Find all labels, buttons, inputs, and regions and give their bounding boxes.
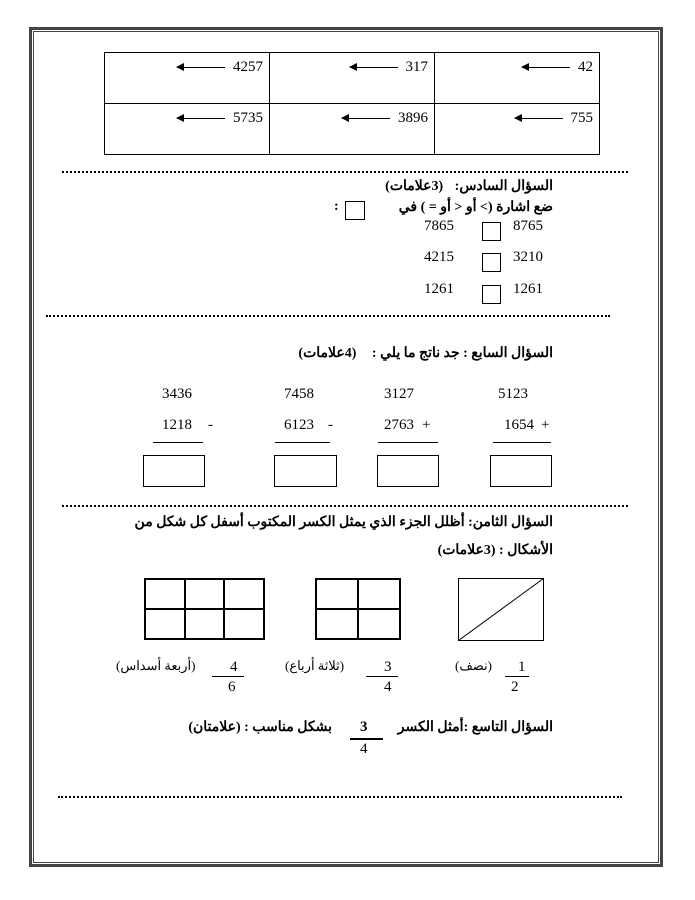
- arrow-left-icon: [342, 118, 390, 119]
- compare-right: 8765: [513, 218, 543, 234]
- fraction-denominator: 2: [511, 679, 519, 695]
- table-cell-value: 3896: [398, 110, 428, 126]
- problem-line: [153, 442, 203, 443]
- problem-top: 7458: [284, 386, 314, 402]
- fraction-bar: [505, 676, 529, 677]
- table-cell-value: 317: [405, 59, 428, 75]
- q6-title: السؤال السادس:: [454, 179, 553, 194]
- q8-subtitle: الأشكال : (3علامات): [437, 543, 553, 558]
- number-table: [104, 52, 600, 155]
- table-cell: [270, 104, 435, 155]
- q9-title: السؤال التاسع :أمثل الكسر: [397, 720, 553, 735]
- compare-box[interactable]: [482, 285, 501, 304]
- shape-part[interactable]: [316, 609, 358, 639]
- fraction-label: (أربعة أسداس): [116, 658, 196, 673]
- problem-bottom: 6123: [284, 417, 314, 433]
- shape-part[interactable]: [316, 579, 358, 609]
- shape-part[interactable]: [358, 579, 400, 609]
- table-cell: [435, 53, 600, 104]
- shape-part[interactable]: [224, 579, 264, 609]
- shape-part[interactable]: [224, 609, 264, 639]
- fraction-numerator: 1: [518, 659, 526, 675]
- q6-instruction: ضع اشارة (> أو < أو = ) في: [398, 200, 553, 215]
- problem-bottom: 1218: [162, 417, 192, 433]
- problem-top: 3127: [384, 386, 414, 402]
- arrow-left-icon: [522, 67, 570, 68]
- problem-line: [378, 442, 438, 443]
- answer-box[interactable]: [377, 455, 439, 487]
- q9-numerator: 3: [360, 719, 368, 735]
- table-cell-value: 5735: [233, 110, 263, 126]
- table-cell-value: 42: [578, 59, 593, 75]
- problem-bottom: 1654: [504, 417, 534, 433]
- fraction-numerator: 3: [384, 659, 392, 675]
- answer-box[interactable]: [143, 455, 205, 487]
- arrow-left-icon: [350, 67, 398, 68]
- shape-halves[interactable]: [458, 578, 544, 641]
- fraction-denominator: 6: [228, 679, 236, 695]
- section-divider: [46, 315, 610, 317]
- q6-heading: [385, 178, 553, 195]
- section-divider: [62, 171, 628, 173]
- compare-right: 1261: [513, 281, 543, 297]
- arrow-left-icon: [177, 67, 225, 68]
- compare-left: 1261: [424, 281, 454, 297]
- q7-title: السؤال السابع : جد ناتج ما يلي :: [371, 346, 553, 361]
- section-divider: [62, 505, 628, 507]
- answer-box[interactable]: [490, 455, 552, 487]
- compare-box[interactable]: [482, 253, 501, 272]
- arrow-left-icon: [177, 118, 225, 119]
- fraction-bar: [366, 676, 398, 677]
- fraction-label: (نصف): [455, 658, 493, 673]
- shape-part[interactable]: [185, 579, 225, 609]
- problem-line: [493, 442, 551, 443]
- fraction-bar: [212, 676, 244, 677]
- answer-box[interactable]: [345, 201, 365, 220]
- shape-quarters[interactable]: [315, 578, 401, 640]
- fraction-numerator: 4: [230, 659, 238, 675]
- q7-heading: [298, 345, 553, 362]
- shape-part[interactable]: [358, 609, 400, 639]
- q6-colon: :: [334, 199, 339, 214]
- section-divider: [58, 796, 622, 798]
- compare-left: 7865: [424, 218, 454, 234]
- q7-marks: (4علامات): [298, 346, 357, 361]
- problem-operator: +: [422, 417, 431, 433]
- answer-box[interactable]: [274, 455, 337, 487]
- shape-sixths[interactable]: [144, 578, 265, 640]
- q9-suffix: بشكل مناسب : (علامتان): [188, 720, 332, 735]
- table-cell: [105, 104, 270, 155]
- table-cell-value: 755: [570, 110, 593, 126]
- compare-right: 3210: [513, 249, 543, 265]
- table-cell: [105, 53, 270, 104]
- page-border-inner: [33, 31, 659, 863]
- problem-top: 3436: [162, 386, 192, 402]
- problem-operator: -: [208, 417, 213, 433]
- table-cell: [435, 104, 600, 155]
- table-cell-value: 4257: [233, 59, 263, 75]
- table-cell: [270, 53, 435, 104]
- q8-title: السؤال الثامن: أظلل الجزء الذي يمثل الكسر المكتوب أسفل كل شكل من: [134, 515, 553, 530]
- compare-left: 4215: [424, 249, 454, 265]
- q9-fraction-bar: [350, 738, 383, 740]
- fraction-denominator: 4: [384, 679, 392, 695]
- q9-denominator: 4: [360, 741, 368, 757]
- arrow-left-icon: [515, 118, 563, 119]
- compare-box[interactable]: [482, 222, 501, 241]
- problem-operator: -: [328, 417, 333, 433]
- problem-line: [275, 442, 330, 443]
- problem-bottom: 2763: [384, 417, 414, 433]
- q6-marks: (3علامات): [385, 179, 444, 194]
- problem-operator: +: [541, 417, 550, 433]
- fraction-label: (ثلاثة أرباع): [285, 658, 345, 673]
- problem-top: 5123: [498, 386, 528, 402]
- shape-part[interactable]: [145, 579, 185, 609]
- shape-part[interactable]: [145, 609, 185, 639]
- shape-part[interactable]: [185, 609, 225, 639]
